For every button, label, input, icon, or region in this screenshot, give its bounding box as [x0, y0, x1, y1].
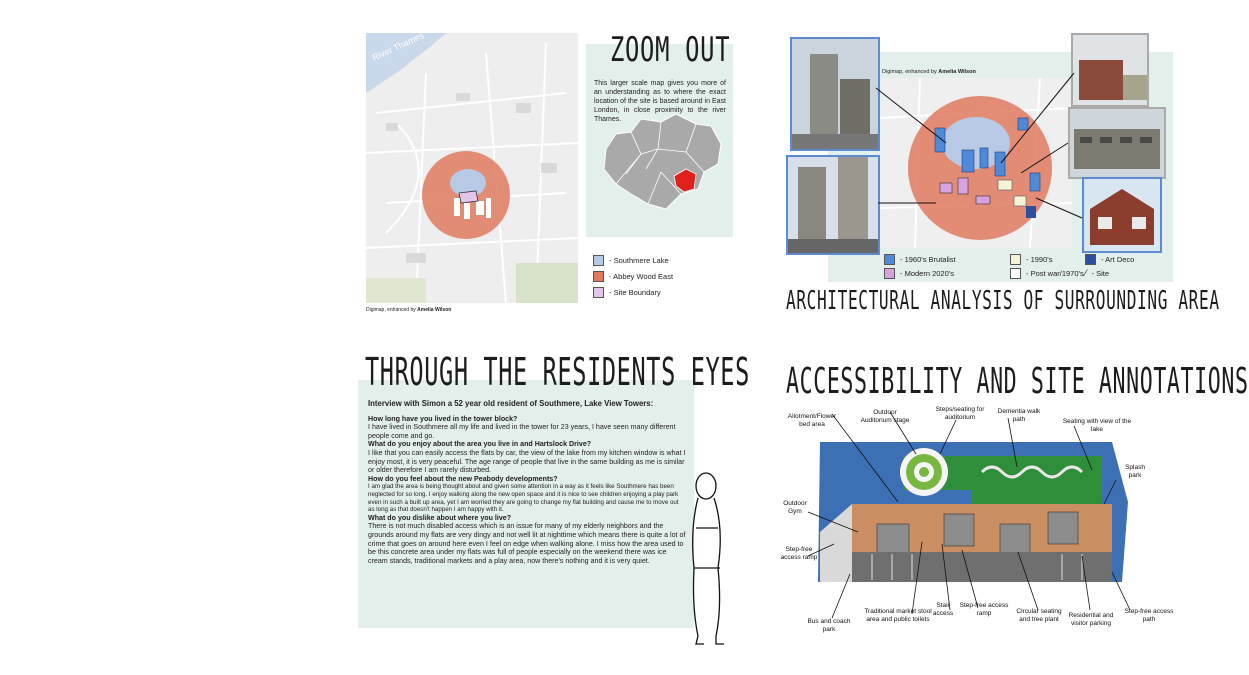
interview-answer: I have lived in Southmere all my life and lived in the tower for 23 years, I have seen many different people come and go. — [368, 423, 676, 440]
legend-label: - 1960's Brutalist — [900, 255, 956, 264]
legend-label: - Southmere Lake — [609, 256, 669, 265]
zoom-out-description: This larger scale map gives you more of an understanding as to where the exact location of the site is based around in East London, in close proximity to the river Thames. — [594, 80, 726, 123]
interview-intro: Interview with Simon a 52 year old resident of Southmere, Lake View Towers: — [368, 399, 654, 408]
zoom-out-map-graphic — [366, 30, 578, 303]
interview-answer: I am glad the area is being thought about and given some attention in a way as it feels like Southmere has been neglected for so long. I enjoy walking along the new open space and it is nice to see children enjoying a play park even in such a built up area, yet I am worried they are going to change my flat building and cause me to move out as long as that doesn't happen I am happy with it. — [368, 483, 679, 514]
legend-swatch — [593, 255, 604, 266]
credit-name: Amelia Wilson — [417, 307, 452, 313]
interview-answer: There is not much disabled access which is an issue for many of my elderly neighbors and the grounds around my flats are very dingy and not well lit at nighttime which means there is quite a lot of crime that goes on around here even I feel on edge when walking alone. I miss how the area used to be this concrete area under my flats was full of people especially on the weekend there was ice cream stands, traditional markets and a play area, now there's nothing and it is very quiet. — [368, 522, 686, 565]
legend-site — [1085, 268, 1109, 278]
annotation-path-right: Step-free access path — [1124, 608, 1174, 623]
legend-label: - Abbey Wood East — [609, 272, 674, 281]
interview-question: What do you enjoy about the area you live in and Hartslock Drive? — [368, 440, 592, 449]
legend-swatch — [1010, 254, 1021, 265]
annotation-dementia: Dementia walk path — [997, 408, 1041, 423]
site-line-icon: ⁄ — [1085, 268, 1087, 278]
annotation-residential: Residential and visitor parking — [1068, 612, 1114, 627]
legend-swatch — [1085, 254, 1096, 265]
annotation-gym: Outdoor Gym — [783, 500, 807, 515]
legend-swatch — [884, 268, 895, 279]
legend-swatch — [593, 271, 604, 282]
annotation-stair: Stair access — [932, 602, 954, 617]
annotation-bus: Bus and coach park — [807, 618, 851, 633]
legend-art-deco — [1085, 254, 1134, 265]
zoom-out-title: ZOOM OUT — [610, 30, 731, 70]
legend-swatch — [884, 254, 895, 265]
interview-answer: I like that you can easily access the flats by car, the view of the lake from my kitchen window is what I enjoy most, it is very peaceful. The age range of people that live in the same building as me is similar or older therefore I am rarely disturbed. — [368, 448, 686, 475]
annotation-market: Traditional market stool area and public toilets — [864, 608, 932, 623]
legend-label: - Modern 2020's — [900, 269, 954, 278]
legend-1990s — [1010, 254, 1052, 265]
annotation-circular: Circular seating and tree plant — [1016, 608, 1062, 623]
legend-swatch — [1010, 268, 1021, 279]
legend-label: - 1990's — [1026, 255, 1053, 264]
legend-modern-2020s — [884, 268, 954, 279]
interview-question: How long have you lived in the tower block? — [368, 414, 518, 423]
credit-prefix: Digimap, enhanced by — [882, 69, 939, 75]
annotation-auditorium: Outdoor Auditorium stage — [860, 409, 910, 424]
annotation-seating-lake: Seating with view of the lake — [1062, 418, 1132, 433]
river-thames-label: River Thames — [370, 30, 426, 63]
legend-label: - Post war/1970's — [1026, 269, 1084, 278]
annotation-ramp-mid: Step-free access ramp — [959, 602, 1009, 617]
legend-label: - Site — [1091, 268, 1110, 278]
legend-southmere-lake — [593, 255, 669, 266]
zoom-out-map — [366, 30, 578, 303]
interview-text — [368, 400, 686, 565]
credit-prefix: Digimap, enhanced by — [366, 307, 418, 313]
legend-label: - Art Deco — [1101, 255, 1135, 264]
architecture-title: ARCHITECTURAL ANALYSIS OF SURROUNDING AREA — [786, 286, 1220, 316]
accessibility-title: ACCESSIBILITY AND SITE ANNOTATIONS — [786, 361, 1249, 402]
credit-name: Amelia Wilson — [938, 69, 976, 75]
legend-site-boundary — [593, 287, 661, 298]
photo-leader-lines — [786, 33, 1166, 263]
legend-post-war-1970s — [1010, 268, 1084, 279]
london-map-graphic — [586, 44, 733, 237]
interview-question: How do you feel about the new Peabody developments? — [368, 474, 558, 483]
annotation-allotment: Allotment/Flower bed area — [787, 413, 837, 428]
site-plan — [812, 432, 1134, 592]
map-credit — [366, 307, 451, 313]
legend-swatch — [593, 287, 604, 298]
resident-sketch — [682, 468, 732, 648]
annotation-steps: Steps/seating for auditorium — [935, 406, 985, 421]
annotation-ramp-left: Step-free access ramp — [780, 546, 818, 561]
zoom-out-panel — [586, 44, 733, 237]
interview-question: What do you dislike about where you live? — [368, 513, 512, 522]
annotation-splash: Splash park — [1125, 464, 1145, 479]
legend-1960s-brutalist — [884, 254, 956, 265]
legend-label: - Site Boundary — [609, 288, 661, 297]
legend-abbey-wood-east — [593, 271, 673, 282]
residents-title: THROUGH THE RESIDENTS EYES — [365, 350, 750, 394]
